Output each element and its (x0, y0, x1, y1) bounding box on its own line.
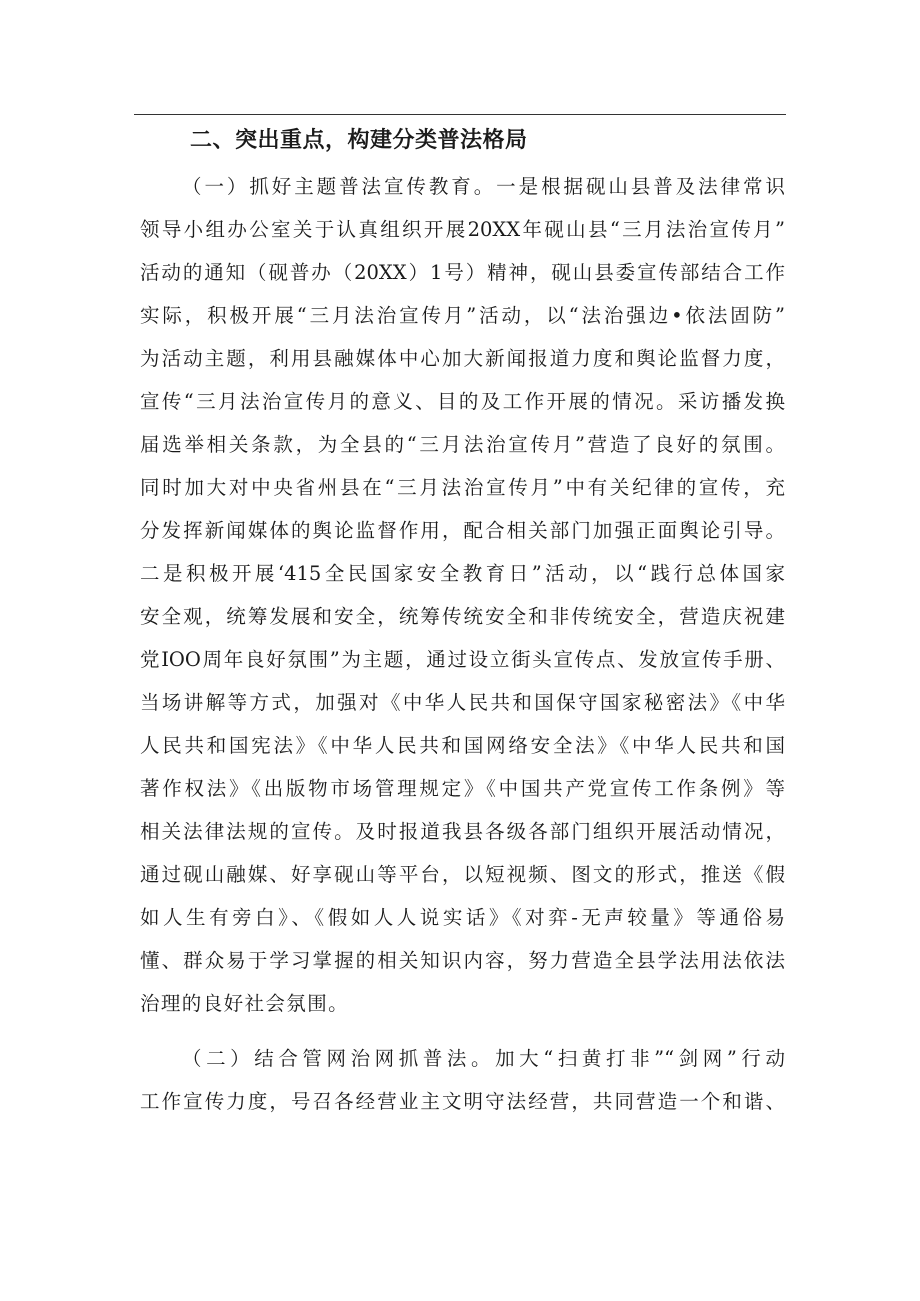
paragraph-1-line: 为活动主题，利用县融媒体中心加大新闻报道力度和舆论监督力度， (140, 347, 785, 370)
paragraph-1-line: 通过砚山融媒、好享砚山等平台，以短视频、图文的形式，推送《假 (140, 863, 785, 886)
paragraph-1-line: 活动的通知（砚普办（20XX）1号）精神，砚山县委宣传部结合工作 (140, 261, 785, 284)
paragraph-1-line: 分发挥新闻媒体的舆论监督作用，配合相关部门加强正面舆论引导。 (140, 519, 785, 542)
paragraph-1-line: 党IOO周年良好氛围”为主题，通过设立街头宣传点、发放宣传手册、 (140, 648, 785, 671)
paragraph-1-line: 人民共和国宪法》《中华人民共和国网络安全法》《中华人民共和国 (140, 734, 785, 757)
paragraph-1-line: 同时加大对中央省州县在“三月法治宣传月”中有关纪律的宣传，充 (140, 476, 785, 499)
paragraph-1-line: 治理的良好社会氛围。 (140, 992, 350, 1015)
paragraph-1-line: 当场讲解等方式，加强对《中华人民共和国保守国家秘密法》《中华 (140, 691, 785, 714)
paragraph-1-line: 宣传“三月法治宣传月的意义、目的及工作开展的情况。采访播发换 (140, 390, 785, 413)
paragraph-1-line: 如人生有旁白》、《假如人人说实话》《对弈-无声较量》等通俗易 (140, 906, 785, 929)
paragraph-1-line: 著作权法》《出版物市场管理规定》《中国共产党宣传工作条例》等 (140, 777, 785, 800)
header-rule (134, 114, 786, 115)
paragraph-1-line: 相关法律法规的宣传。及时报道我县各级各部门组织开展活动情况， (140, 820, 785, 843)
paragraph-2-line: 工作宣传力度，号召各经营业主文明守法经营，共同营造一个和谐、 (140, 1090, 785, 1113)
paragraph-1-line: 二是积极开展‘415全民国家安全教育日”活动，以“践行总体国家 (140, 562, 785, 585)
paragraph-1-line: 实际，积极开展“三月法治宣传月”活动，以“法治强边•依法固防” (140, 304, 785, 327)
paragraph-1-line: 领导小组办公室关于认真组织开展20XX年砚山县“三月法治宣传月” (140, 218, 785, 241)
paragraph-1-line: 安全观，统筹发展和安全，统筹传统安全和非传统安全，营造庆祝建 (140, 605, 785, 628)
paragraph-1-line: （一）抓好主题普法宣传教育。一是根据砚山县普及法律常识 (182, 175, 785, 198)
section-heading: 二、突出重点，构建分类普法格局 (190, 128, 528, 153)
paragraph-2-line: （二）结合管网治网抓普法。加大“扫黄打非”“剑网”行动 (182, 1047, 785, 1070)
paragraph-1-line: 懂、群众易于学习掌握的相关知识内容，努力营造全县学法用法依法 (140, 949, 785, 972)
paragraph-1-line: 届选举相关条款，为全县的“三月法治宣传月”营造了良好的氛围。 (140, 433, 785, 456)
